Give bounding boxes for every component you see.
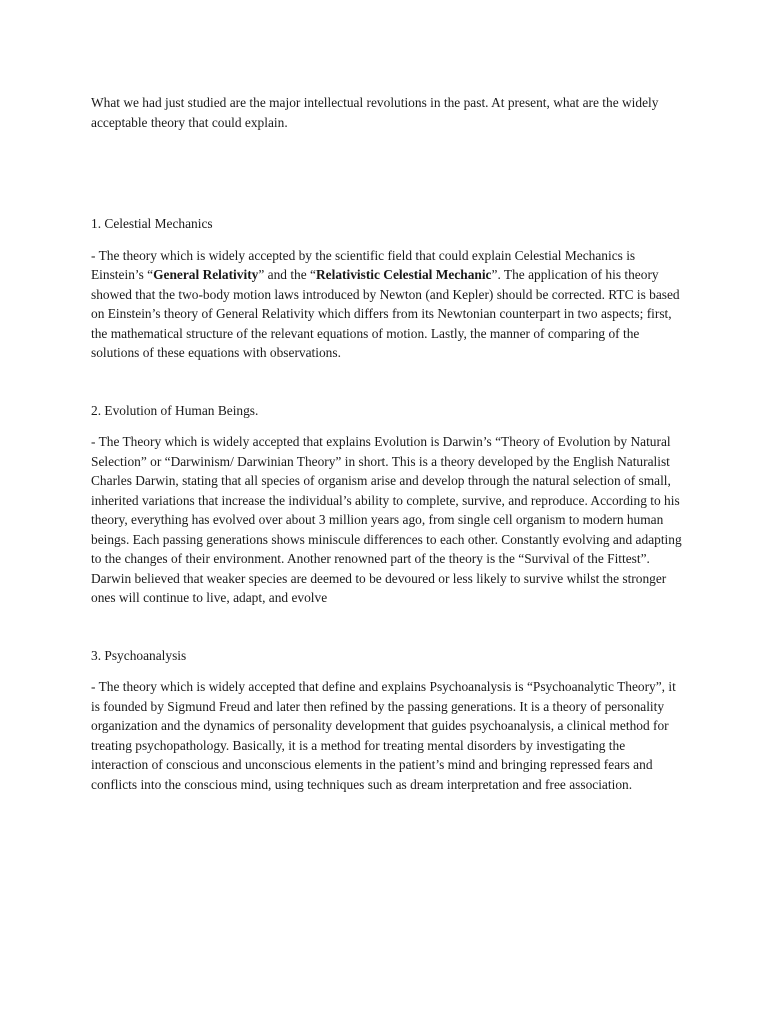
section-heading-psychoanalysis: 3. Psychoanalysis bbox=[91, 647, 187, 663]
section-heading-evolution: 2. Evolution of Human Beings. bbox=[91, 402, 259, 418]
document-page bbox=[91, 93, 683, 794]
section-body-evolution: - The Theory which is widely accepted that explains Evolution is Darwin’s “Theory of Evolution by Natural Selection” or “Darwinism/ Darwinian Theory” in short. This is a theory developed by the English Naturalist Charles Darwin, stating that all species of organism arise and develop through the natural selection of small, inherited variations that increase the individual’s ability to complete, survive, and reproduce. According to his theory, everything has evolved over about 3 million years ago, from single cell organism to modern human beings. Each passing generations shows miniscule differences to each other. Constantly evolving and adapting to the changes of their environment. Another renowned part of the theory is the “Survival of the Fittest”. Darwin believed that weaker species are deemed to be devoured or less likely to survive whilst the stronger ones will continue to live, adapt, and evolve bbox=[91, 434, 682, 605]
section-body-celestial-mechanics bbox=[91, 246, 683, 363]
section-body-psychoanalysis: - The theory which is widely accepted that define and explains Psychoanalysis is “Psychoanalytic Theory”, it is founded by Sigmund Freud and later then refined by the passing generations. It is a theory of personality organization and the dynamics of personality development that guides psychoanalysis, a clinical method for treating psychopathology. Basically, it is a method for treating mental disorders by investigating the interaction of conscious and unconscious elements in the patient’s mind and bringing repressed fears and conflicts into the conscious mind, using techniques such as dream interpretation and free association. bbox=[91, 679, 676, 792]
bold-term-general-relativity: General Relativity bbox=[153, 267, 259, 282]
section-heading-celestial-mechanics: 1. Celestial Mechanics bbox=[91, 216, 213, 231]
body-text: ”. The application of his theory showed that the two-body motion laws introduced by Newton (and Kepler) should be corrected. RTC is based on Einstein’s theory of General Relativity which differs from its Newtonian counterpart in two aspects; first, the mathematical structure of the relevant equations of motion. Lastly, the manner of comparing of the solutions of these equations with observations. bbox=[91, 267, 680, 360]
body-text: - The theory which is widely accepted by the scientific field that could explain Celestial Mechanics is Einstein’s “ bbox=[91, 247, 636, 282]
bold-term-relativistic-celestial-mechanic: Relativistic Celestial Mechanic bbox=[315, 267, 492, 282]
body-text: ” and the “ bbox=[258, 267, 316, 282]
intro-paragraph: What we had just studied are the major intellectual revolutions in the past. At present, what are the widely acceptable theory that could explain. bbox=[91, 95, 659, 130]
